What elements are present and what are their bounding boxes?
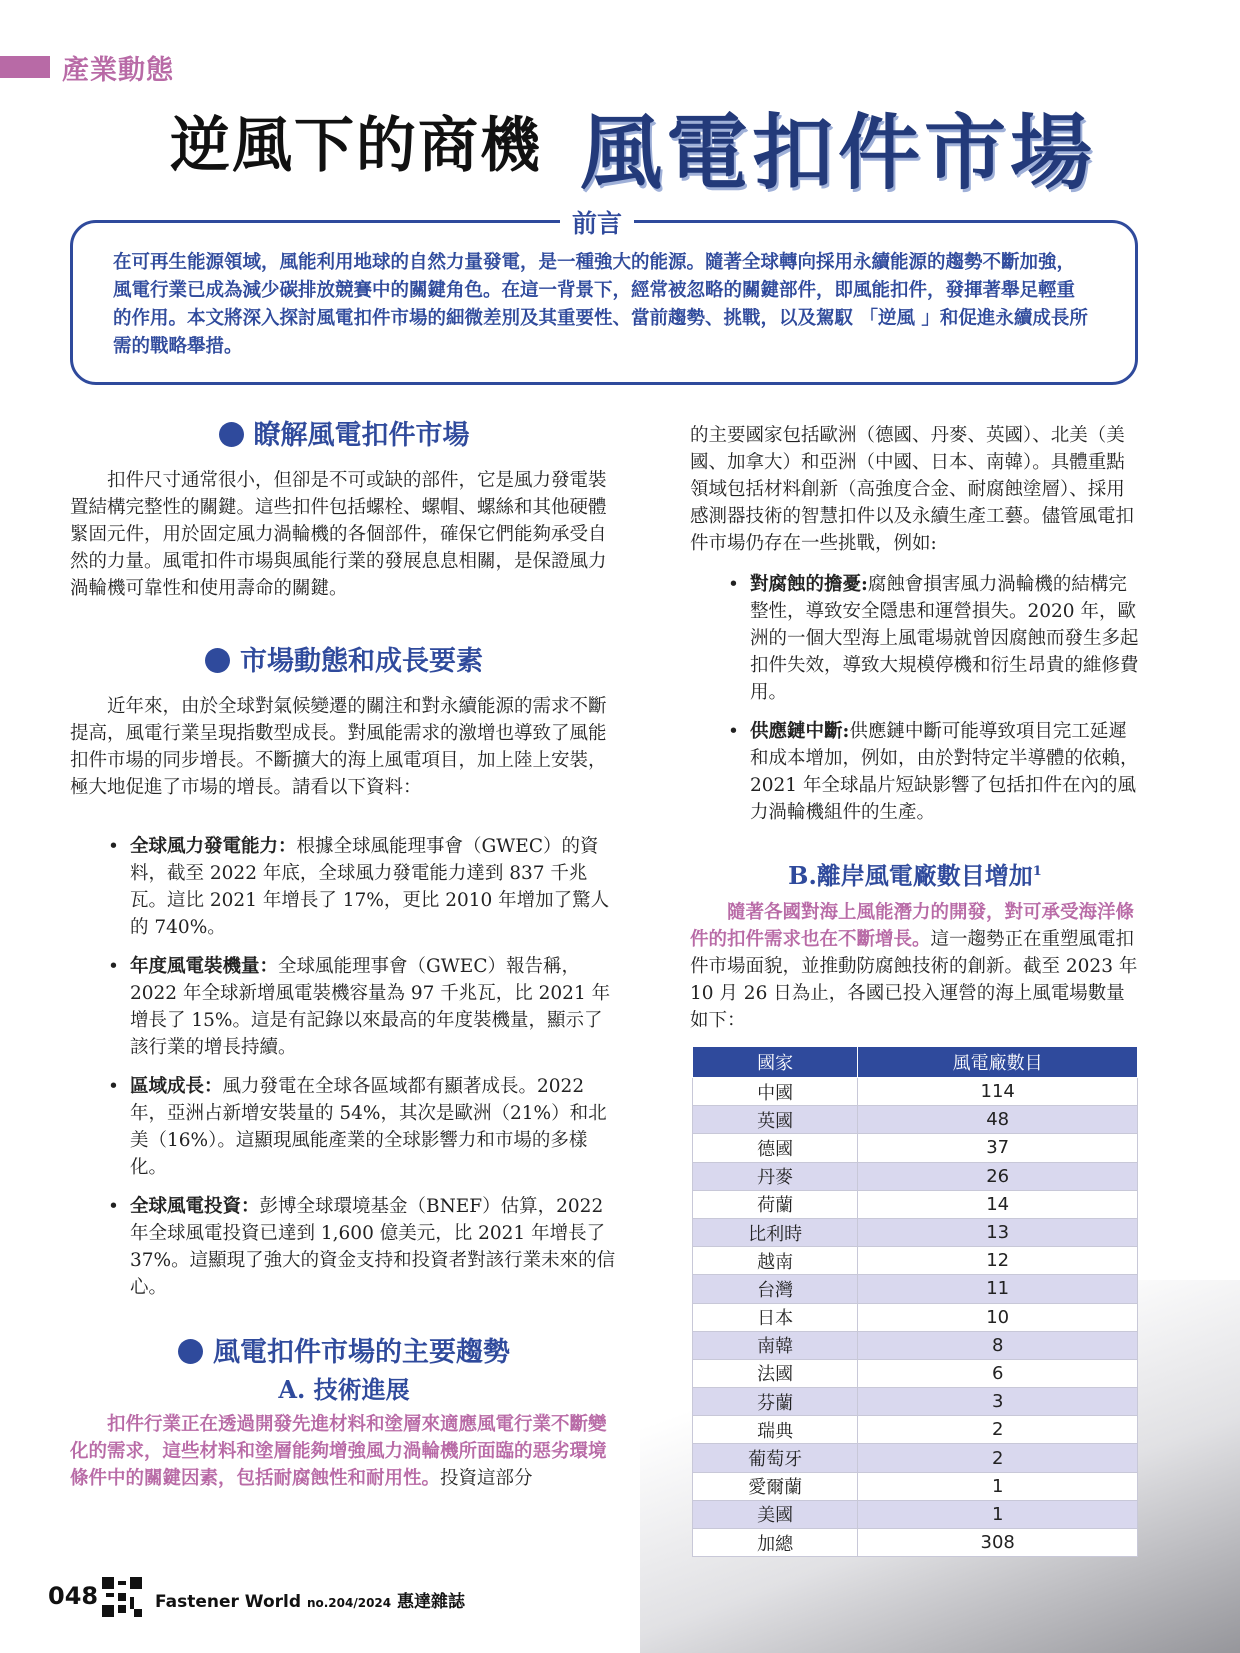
- count-cell: 1: [858, 1500, 1138, 1528]
- subheading-b: [690, 858, 1140, 889]
- right-column: [690, 422, 1140, 1034]
- count-cell: 114: [858, 1078, 1138, 1106]
- table-row: [693, 1275, 1138, 1303]
- magazine-name: Fastener World: [155, 1592, 302, 1612]
- country-cell: 台灣: [693, 1275, 858, 1303]
- count-cell: 48: [858, 1106, 1138, 1134]
- bullet-label: 年度風電裝機量：: [130, 956, 279, 977]
- country-cell: 美國: [693, 1500, 858, 1528]
- page-number: 048: [48, 1582, 99, 1610]
- country-cell: 丹麥: [693, 1162, 858, 1190]
- table-row: [693, 1500, 1138, 1528]
- table-row: [693, 1303, 1138, 1331]
- bullet-text: 供應鏈中斷可能導致項目完工延遲和成本增加，例如，由於對特定半導體的依賴，2021 年全球晶片短缺影響了包括扣件在內的風力渦輪機組件的生產。: [750, 721, 1139, 823]
- section-1-paragraph: 扣件尺寸通常很小，但卻是不可或缺的部件，它是風力發電裝置結構完整性的關鍵。這些扣件包括螺栓、螺帽、螺絲和其他硬體緊固元件，用於固定風力渦輪機的各個部件，確保它們能夠承受自然的力量。風電扣件市場與風能行業的發展息息相關，是保證風力渦輪機可靠性和使用壽命的關鍵。: [70, 470, 607, 599]
- table-row: [693, 1529, 1138, 1557]
- section-3-paragraph: [70, 1411, 618, 1492]
- list-item: • 區域成長：風力發電在全球各區域都有顯著成長。2022 年，亞洲占新增安裝量的 54%，其次是歐洲（21%）和北美（16%）。這顯現風能產業的全球影響力和市場的多樣化。: [108, 1076, 607, 1178]
- bullet-label: 區域成長：: [130, 1076, 223, 1097]
- footer-magazine: [155, 1587, 465, 1612]
- count-cell: 8: [858, 1331, 1138, 1359]
- table-row: [693, 1388, 1138, 1416]
- country-cell: 德國: [693, 1134, 858, 1162]
- table-row: [693, 1078, 1138, 1106]
- subheading-a: A. 技術進展: [278, 1375, 410, 1404]
- highlight-text: 扣件行業正在透過開發先進材料和塗層來適應風電行業不斷變化的需求，這些材料和塗層能夠增強風力渦輪機所面臨的惡劣環境條件中的關鍵因素，包括耐腐蝕性和耐用性。: [70, 1414, 607, 1489]
- intro-title: 前言: [560, 204, 634, 240]
- table-row: [693, 1472, 1138, 1500]
- intro-text: 在可再生能源領域，風能利用地球的自然力量發電，是一種強大的能源。隨著全球轉向採用永續能源的趨勢不斷加強，風電行業已成為減少碳排放競賽中的關鍵角色。在這一背景下，經常被忽略的關鍵部件，即風能扣件，發揮著舉足輕重的作用。本文將深入探討風電扣件市場的細微差別及其重要性、當前趨勢、挑戰，以及駕馭 「逆風 」和促進永續成長所需的戰略舉措。: [113, 252, 1088, 357]
- count-cell: 2: [858, 1444, 1138, 1472]
- list-item: • 全球風電投資：彭博全球環境基金（BNEF）估算，2022 年全球風電投資已達到 1,600 億美元，比 2021 年增長了 37%。這顯現了強大的資金支持和投資者對該行業未來的信心。: [108, 1196, 616, 1298]
- table-row: [693, 1331, 1138, 1359]
- table-row: [693, 1359, 1138, 1387]
- left-bullet-list: [70, 833, 618, 1301]
- table-header-count: 風電廠數目: [858, 1047, 1138, 1078]
- bullet-text: 風力發電在全球各區域都有顯著成長。2022 年，亞洲占新增安裝量的 54%，其次是歐洲（21%）和北美（16%）。這顯現風能產業的全球影響力和市場的多樣化。: [130, 1076, 607, 1178]
- section-heading-3: [70, 1339, 618, 1366]
- section-heading-1: [70, 422, 618, 449]
- title-part-1: 逆風下的商機: [170, 111, 542, 181]
- left-column: [70, 422, 618, 1492]
- bullet-dot-icon: [219, 422, 244, 447]
- bullet-text: 腐蝕會損害風力渦輪機的結構完整性，導致安全隱患和運營損失。2020 年，歐洲的一個大型海上風電場就曾因腐蝕而發生多起扣件失效，導致大規模停機和衍生昂貴的維修費用。: [750, 574, 1139, 703]
- table-row: [693, 1218, 1138, 1246]
- qr-code-icon: [102, 1577, 142, 1617]
- count-cell: 37: [858, 1134, 1138, 1162]
- count-cell: 13: [858, 1218, 1138, 1246]
- offshore-windfarm-table: [692, 1046, 1138, 1557]
- right-bullet-list: [690, 571, 1140, 826]
- subheading-b-text: B.離岸風電廠數目增加: [788, 861, 1033, 890]
- list-item: • 供應鏈中斷:供應鏈中斷可能導致項目完工延遲和成本增加，例如，由於對特定半導體的依賴，2021 年全球晶片短缺影響了包括扣件在內的風力渦輪機組件的生產。: [728, 721, 1139, 823]
- section-b-paragraph: [690, 899, 1140, 1034]
- bullet-label: 全球風力發電能力：: [130, 836, 297, 857]
- table-row: [693, 1247, 1138, 1275]
- country-cell: 瑞典: [693, 1416, 858, 1444]
- count-cell: 1: [858, 1472, 1138, 1500]
- section-color-bar: [0, 56, 50, 78]
- issue-number: no.204/2024: [306, 1596, 392, 1610]
- count-cell: 10: [858, 1303, 1138, 1331]
- section-2-paragraph: 近年來，由於全球對氣候變遷的關注和對永續能源的需求不斷提高，風電行業呈現指數型成長。對風能需求的激增也導致了風能扣件市場的同步增長。不斷擴大的海上風電項目，加上陸上安裝，極大地促進了市場的增長。請看以下資料：: [70, 696, 607, 798]
- count-cell: 2: [858, 1416, 1138, 1444]
- bullet-text: 根據全球風能理事會（GWEC）的資料，截至 2022 年底，全球風力發電能力達到 837 千兆瓦。這比 2021 年增長了 17%，更比 2010 年增加了驚人的 740%。: [130, 836, 610, 938]
- section-heading-2-text: 市場動態和成長要素: [240, 646, 483, 677]
- country-cell: 荷蘭: [693, 1190, 858, 1218]
- footnote-marker: 1: [1032, 864, 1042, 879]
- country-cell: 南韓: [693, 1331, 858, 1359]
- magazine-name-cn: 惠達雜誌: [397, 1592, 466, 1612]
- bullet-label: 全球風電投資：: [130, 1196, 260, 1217]
- bullet-label: 對腐蝕的擔憂:: [750, 574, 868, 595]
- table-row: [693, 1106, 1138, 1134]
- country-cell: 愛爾蘭: [693, 1472, 858, 1500]
- list-item: • 對腐蝕的擔憂:腐蝕會損害風力渦輪機的結構完整性，導致安全隱患和運營損失。2020 年，歐洲的一個大型海上風電場就曾因腐蝕而發生多起扣件失效，導致大規模停機和衍生昂貴的維修費用。: [728, 574, 1139, 703]
- bullet-dot-icon: [205, 648, 230, 673]
- country-cell: 葡萄牙: [693, 1444, 858, 1472]
- count-cell: 14: [858, 1190, 1138, 1218]
- country-cell: 加總: [693, 1529, 858, 1557]
- country-cell: 法國: [693, 1359, 858, 1387]
- bullet-text: 彭博全球環境基金（BNEF）估算，2022 年全球風電投資已達到 1,600 億美元，比 2021 年增長了 37%。這顯現了強大的資金支持和投資者對該行業未來的信心。: [130, 1196, 616, 1298]
- body-text: 投資這部分: [440, 1468, 533, 1489]
- highlight-text: 隨著各國對海上風能潛力的開發，對可承受海洋條件的扣件需求也在不斷增長。: [690, 902, 1135, 950]
- section-heading-2: [70, 648, 618, 675]
- count-cell: 26: [858, 1162, 1138, 1190]
- count-cell: 308: [858, 1529, 1138, 1557]
- table-row: [693, 1134, 1138, 1162]
- table-header-country: 國家: [693, 1047, 858, 1078]
- section-label: 產業動態: [62, 55, 174, 86]
- table-row: [693, 1162, 1138, 1190]
- count-cell: 11: [858, 1275, 1138, 1303]
- table-row: [693, 1190, 1138, 1218]
- body-text: 這一趨勢正在重塑風電扣件市場面貌，並推動防腐蝕技術的創新。截至 2023 年 10 月 26 日為止，各國已投入運營的海上風電場數量如下：: [690, 929, 1138, 1031]
- bullet-label: 供應鏈中斷:: [750, 721, 850, 742]
- bullet-dot-icon: [178, 1339, 203, 1364]
- list-item: • 全球風力發電能力：根據全球風能理事會（GWEC）的資料，截至 2022 年底，全球風力發電能力達到 837 千兆瓦。這比 2021 年增長了 17%，更比 2010 年增加了驚人的 740%。: [108, 836, 610, 938]
- count-cell: 3: [858, 1388, 1138, 1416]
- table-row: [693, 1416, 1138, 1444]
- table-row: [693, 1444, 1138, 1472]
- bullet-text: 全球風能理事會（GWEC）報告稱，2022 年全球新增風電裝機容量為 97 千兆瓦，比 2021 年增長了 15%。這是有記錄以來最高的年度裝機量，顯示了該行業的增長持續。: [130, 956, 611, 1058]
- list-item: • 年度風電裝機量：全球風能理事會（GWEC）報告稱，2022 年全球新增風電裝機容量為 97 千兆瓦，比 2021 年增長了 15%。這是有記錄以來最高的年度裝機量，顯示了該行業的增長持續。: [108, 956, 611, 1058]
- country-cell: 中國: [693, 1078, 858, 1106]
- count-cell: 6: [858, 1359, 1138, 1387]
- country-cell: 英國: [693, 1106, 858, 1134]
- continued-paragraph: 的主要國家包括歐洲（德國、丹麥、英國）、北美（美國、加拿大）和亞洲（中國、日本、南韓）。具體重點領域包括材料創新（高強度合金、耐腐蝕塗層）、採用感測器技術的智慧扣件以及永續生產工藝。儘管風電扣件市場仍存在一些挑戰，例如:: [690, 425, 1135, 554]
- title-part-2: 風電扣件市場: [580, 106, 1097, 201]
- count-cell: 12: [858, 1247, 1138, 1275]
- country-cell: 芬蘭: [693, 1388, 858, 1416]
- section-heading-1-text: 瞭解風電扣件市場: [253, 420, 470, 451]
- country-cell: 日本: [693, 1303, 858, 1331]
- country-cell: 越南: [693, 1247, 858, 1275]
- section-heading-3-text: 風電扣件市場的主要趨勢: [213, 1337, 510, 1368]
- country-cell: 比利時: [693, 1218, 858, 1246]
